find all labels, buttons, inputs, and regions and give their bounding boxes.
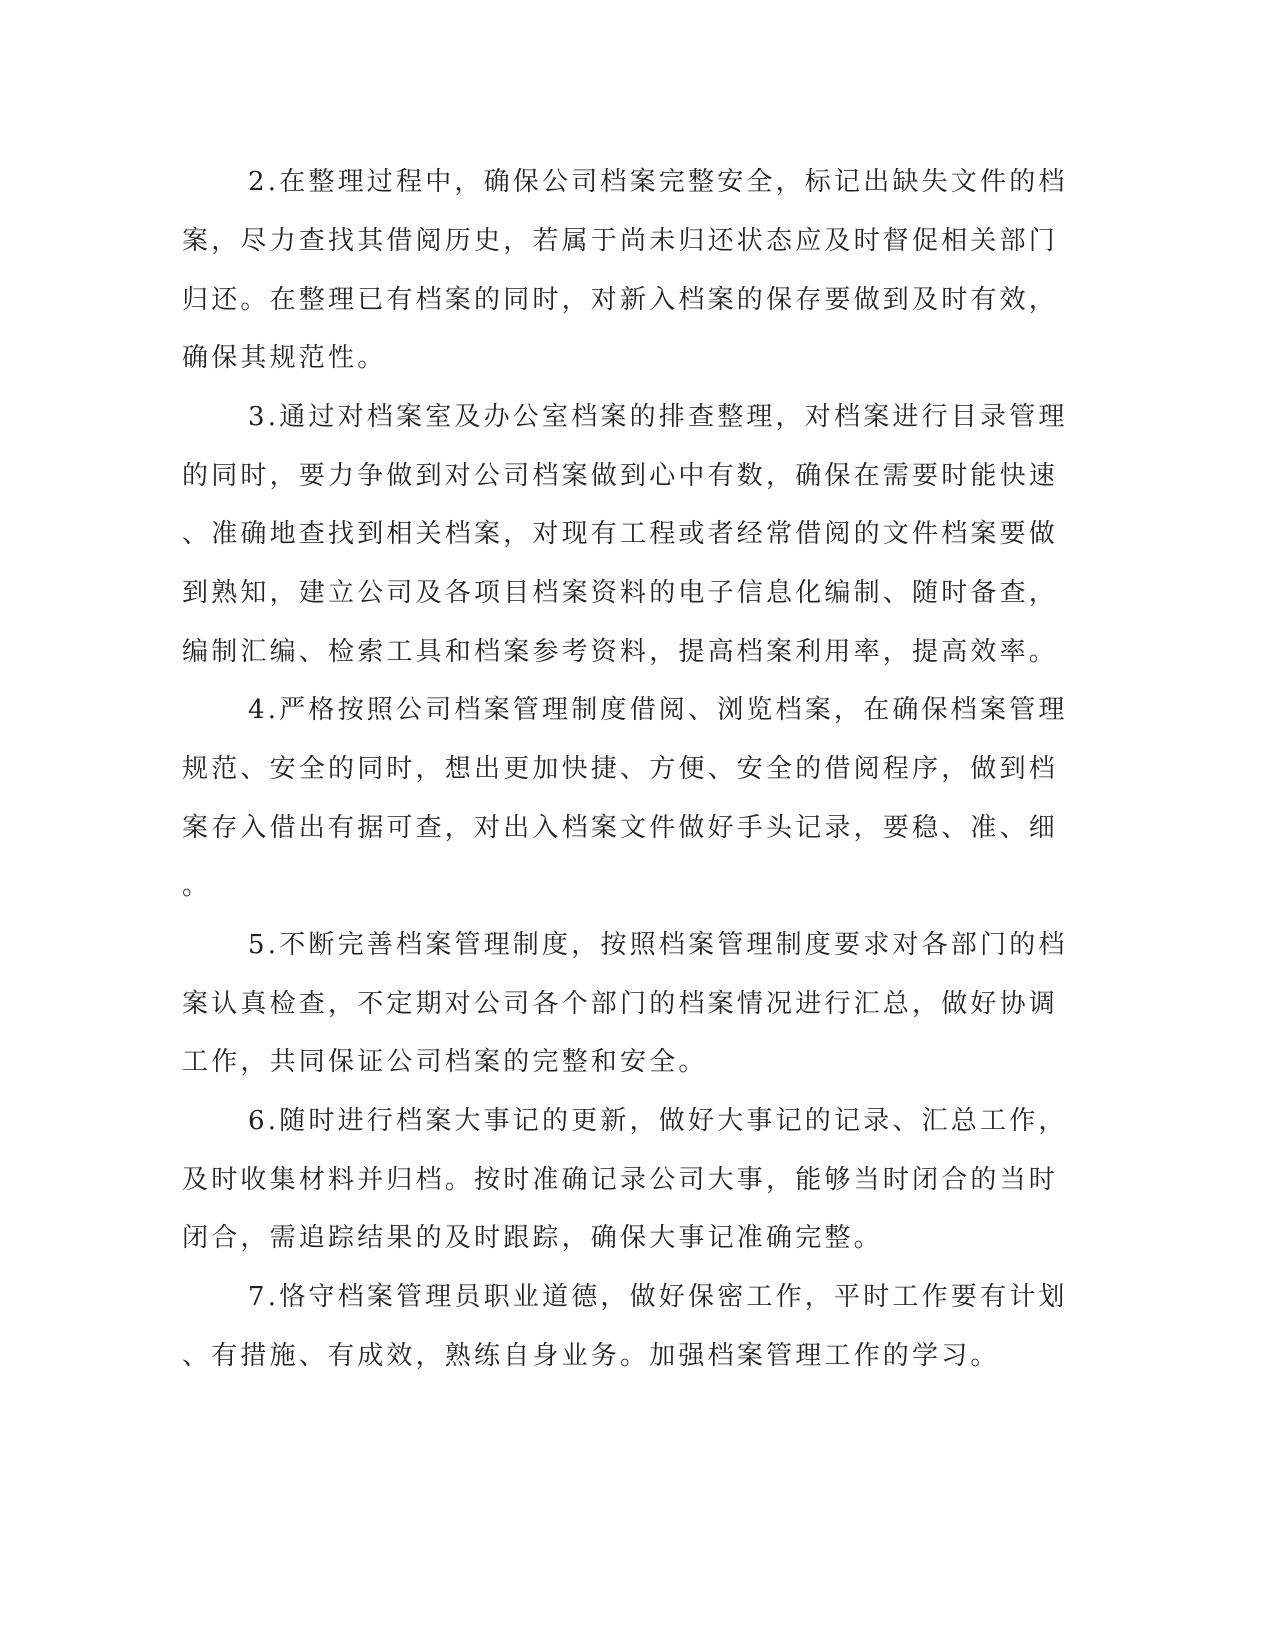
paragraph-3-line-1: 3.通过对档案室及办公室档案的排查整理，对档案进行目录管理 [248, 402, 1068, 432]
paragraph-7-line-2: 、有措施、有成效，熟练自身业务。加强档案管理工作的学习。 [182, 1341, 1000, 1371]
paragraph-6-line-1: 6.随时进行档案大事记的更新，做好大事记的记录、汇总工作， [248, 1106, 1068, 1136]
paragraph-4-line-4: 。 [182, 871, 212, 901]
paragraph-7-line-1: 7.恪守档案管理员职业道德，做好保密工作，平时工作要有计划 [248, 1282, 1068, 1312]
paragraph-6-line-3: 闭合，需追踪结果的及时跟踪，确保大事记准确完整。 [182, 1223, 883, 1253]
paragraph-4-line-3: 案存入借出有据可查，对出入档案文件做好手头记录，要稳、准、细 [182, 813, 1059, 843]
paragraph-3-line-5: 编制汇编、检索工具和档案参考资料，提高档案利用率，提高效率。 [182, 637, 1059, 667]
paragraph-2-line-2: 案，尽力查找其借阅历史，若属于尚未归还状态应及时督促相关部门 [182, 226, 1059, 256]
paragraph-4-line-2: 规范、安全的同时，想出更加快捷、方便、安全的借阅程序，做到档 [182, 754, 1059, 784]
paragraph-2-line-1: 2.在整理过程中，确保公司档案完整安全，标记出缺失文件的档 [248, 167, 1068, 197]
paragraph-5-line-1: 5.不断完善档案管理制度，按照档案管理制度要求对各部门的档 [248, 930, 1068, 960]
paragraph-6-line-2: 及时收集材料并归档。按时准确记录公司大事，能够当时闭合的当时 [182, 1165, 1059, 1195]
paragraph-5-line-3: 工作，共同保证公司档案的完整和安全。 [182, 1047, 708, 1077]
paragraph-3-line-2: 的同时，要力争做到对公司档案做到心中有数，确保在需要时能快速 [182, 461, 1059, 491]
paragraph-4-line-1: 4.严格按照公司档案管理制度借阅、浏览档案，在确保档案管理 [248, 695, 1068, 725]
paragraph-5-line-2: 案认真检查，不定期对公司各个部门的档案情况进行汇总，做好协调 [182, 989, 1059, 1019]
paragraph-2-line-3: 归还。在整理已有档案的同时，对新入档案的保存要做到及时有效， [182, 285, 1059, 315]
paragraph-2-line-4: 确保其规范性。 [182, 343, 387, 373]
paragraph-3-line-4: 到熟知，建立公司及各项目档案资料的电子信息化编制、随时备查， [182, 578, 1059, 608]
paragraph-3-line-3: 、准确地查找到相关档案，对现有工程或者经常借阅的文件档案要做 [182, 519, 1059, 549]
